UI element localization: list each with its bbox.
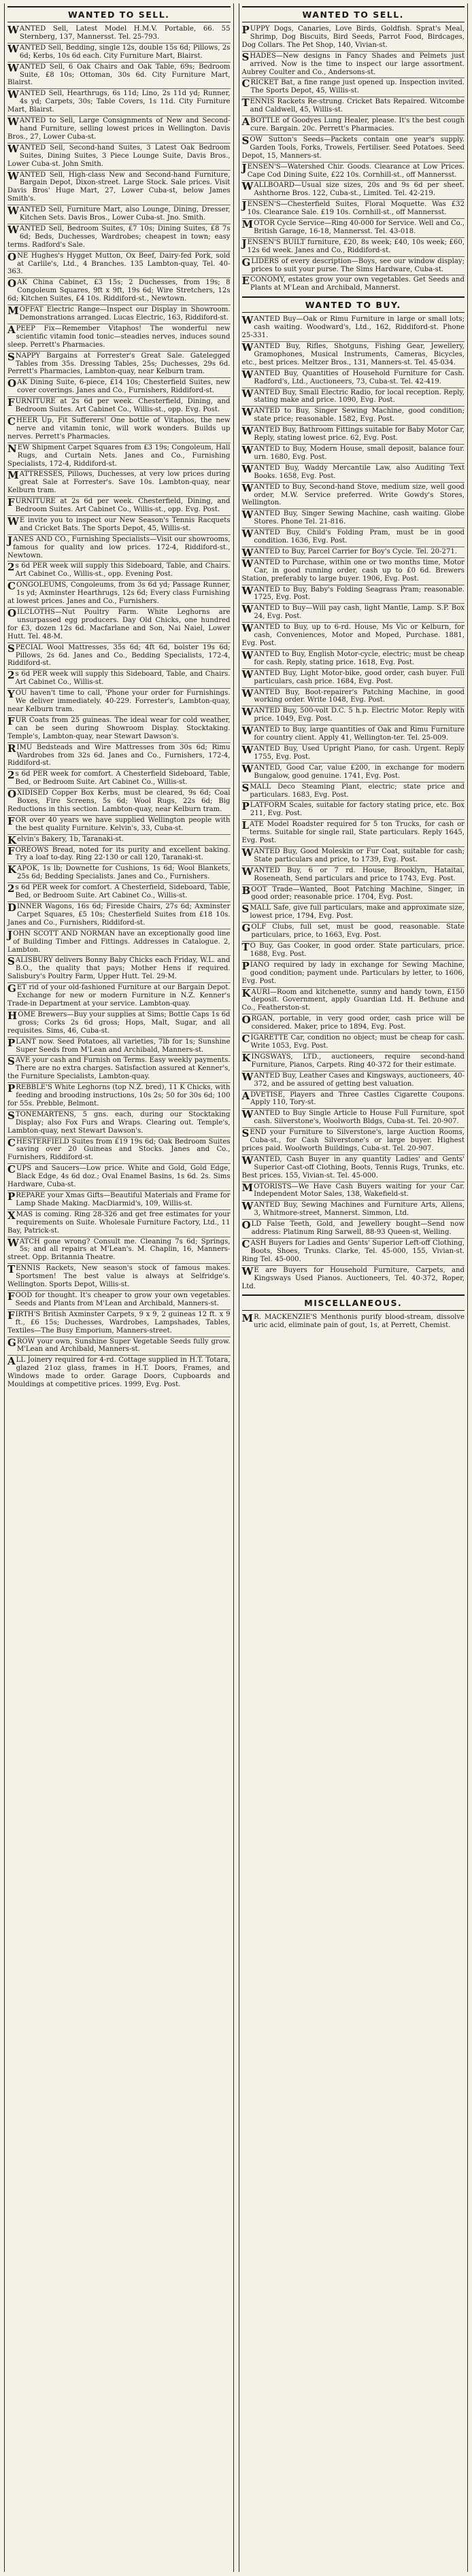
classified-ad: 2s 6d PER week will supply this Sideboard, Table, and Chairs. Art Cabinet Co., Willis-st., opp. Evening Post. [7,562,231,581]
section-heading: WANTED TO SELL. [242,6,465,22]
classified-ad: WANTED Buy, Singer Sewing Machine, cash waiting. Globe Stores. Phone Tel. 21-816. [242,509,465,528]
classified-ad: WANTED Buy, Used Upright Piano, for cash. Urgent. Reply 1755, Evg. Post. [242,744,465,763]
classified-ad: KAPOK, 1s lb; Downette for Cushions, 1s 6d; Wool Blankets, 25s 6d; Bedding Specialists. Janes and Co., Furnishers. [7,864,231,883]
classified-ad: SNAPPY Bargains at Forrester's Great Sale. Gatelegged Tables from 35s. Dressing Tables, 25s; Duchesses, 29s 6d. Perrett's Pharmacies, Lambton-quay, near Kelburn tram. [7,351,231,379]
classified-ad: SOW Sutton's Seeds—Packets contain one year's supply. Garden Tools, Forks, Trowels, Fertiliser. Seed Potatoes. Seed Depot, 15, Manners-st. [242,135,465,162]
classified-ad: FOR over 40 years we have supplied Wellington people with the best quality Furniture. Kelvin's, 33, Cuba-st. [7,816,231,835]
classified-ad: CUPS and Saucers—Low price. White and Gold, Gold Edge, Black Edge, 4s 6d doz.; Oval Enamel Basins, 1s 6d. 2s. Sims Hardware, Cuba-st. [7,1164,231,1191]
section-heading: WANTED TO SELL. [7,6,231,22]
classified-ad: WE are Buyers for Household Furniture, Carpets, and Kingsways Used Pianos. Auctioneers, Tel. 40-372, Roper, Ltd. [241,1265,465,1290]
classified-ad: RIMU Bedsteads and Wire Mattresses from 30s 6d; Rimu Wardrobes from 32s 6d. Janes and Co., Furnishers, 172-4, Riddiford-st. [7,743,231,770]
classified-ad: WANTED to Sell, Large Consignments of New and Second-hand Furniture, selling lowest prices in Wellington. Davis Bros., 27, Lower Cuba-st. [7,116,231,143]
classified-ad: WANTED Sell, Hearthrugs, 6s 11d; Lino, 2s 11d yd; Runner, 4s yd; Carpets, 30s; Table Covers, 1s 11d. City Furniture Mart, Blairst. [7,89,231,116]
classified-ad: FOOD for thought. It's cheaper to grow your own vegetables. Seeds and Plants from M'Lean and Archibald, Manners-st. [7,1291,231,1310]
section-heading: WANTED TO BUY. [242,296,465,313]
classified-ad: MOTORISTS—We Have Cash Buyers waiting for your Car. Independent Motor Sales, 138, Wakefield-st. [242,1182,465,1201]
right-column [239,3,469,2572]
classified-ad: JENSEN'S—Watershed Chir. Goods. Clearance at Low Prices. Cape Cod Dining Suite, £22 10s. Cornhill-st., off Mannersst. [242,162,465,182]
classified-ad: WANTED Buy, Sewing Machines and Furniture Arts, Allens, 3, Whitmore-street, Mannerst. Simmon, Ltd. [242,1201,465,1220]
classified-ad: LATE Model Roadster required for 5 ton Trucks, for cash or terms. Suitable for single rail, State particulars. Reply 1645, Evg. Post. [242,820,465,847]
classified-ad: SALISBURY delivers Bonny Baby Chicks each Friday, W.L. and B.O., the quality that pays; Mother Hens if required. Salisbury's Poultry Farm, Upper Hutt. Tel. 29-M. [7,956,231,983]
classified-ad: MOFFAT Electric Range—Inspect our Display in Showroom. Demonstrations arranged. Lucas Electric, 163, Riddiford-st. [7,305,231,324]
classified-ad: WANTED to Buy, Modern House, small deposit, balance four. urn. 1680, Evg. Post. [242,445,465,464]
classified-ad: CHESTERFIELD Suites from £19 19s 6d; Oak Bedroom Suites saving over 20 Guineas and Stocks. Janes and Co., Furnishers, Riddiford-st. [7,1137,231,1165]
classified-ad: WANTED Buy, Quantities of Household Furniture for Cash. Radford's, Ltd., Auctioneers, 73, Cuba-st. Tel. 42-419. [242,369,465,388]
classified-ad: WANTED to Buy, Parcel Carrier for Boy's Cycle. Tel. 20-271. [242,547,465,558]
classified-ad: WANTED to Buy, up to 6-rd. House, Ms Vic or Kelburn, for cash, Conveniences, Motor and Moped, Purchase. 1881, Evg. Post. [242,623,465,650]
classified-ad: WANTED Buy—Oak or Rimu Furniture in large or small lots; cash waiting. Woodward's, Ltd., 162, Riddiford-st. Phone 25-331. [242,315,465,342]
classified-ad: MATTRESSES, Pillows, Duchesses, at very low prices during great Sale at Forrester's. Save 10s. Lambton-quay, near Kelburn tram. [7,470,231,497]
classified-ad: WANTED Sell, High-class New and Second-hand Furniture, Bargain Depot, Dixon-street. Large Stock. Sale prices. Visit Davis Bros' Huge Mart, 27, Lower Cuba-st, below James Smith's. [7,171,231,206]
classified-ad: OILCLOTHS—Nut Poultry Farm. White Leghorns are unsurpassed egg producers. Day Old Chicks, one hundred for £3, dozen 12s 6d. Macfarlane and Son, Nai Naiel, Lower Hutt. Tel. 48-M. [7,608,231,643]
classified-ad: NEW Shipment Carpet Squares from £3 19s; Congoleum, Hall Rugs, and Curtain Nets. Janes and Co., Furnishing Specialists, 172-4, Riddiford-st. [7,443,231,470]
classified-ad: YOU haven't time to call, 'Phone your order for Furnishings. We deliver immediately. 40-229. Forrester's, Lambton-quay, near Kelburn tram. [7,689,231,716]
classified-ad: 2s 6d PER week for comfort. A Chesterfield, Sideboard, Table, Bed, or Bedroom Suite. Art Cabinet Co., Willis-st. [7,883,231,902]
classified-ad: WANTED Buy, Child's Folding Pram, must be in good condition. 1636, Evg. Post. [242,528,465,547]
classified-ad: KAURI—Room and kitchenette, sunny and handy town, £150 deposit. Government, apply Guardian Ltd. H. Bethune and Co., Featherston-st. [242,988,465,1015]
classified-ad: 2s 6d PER week will supply this Sideboard, Table, and Chairs. Art Cabinet Co., Willis-st. [7,670,231,689]
classified-ad: WANTED Buy, Bathroom Fittings suitable for Baby Motor Car, Reply, stating lowest price. 62, Evg. Post. [242,426,465,445]
classified-ad: MOTOR Cycle Service—Ring 40-000 for Service. Well and Co., British Garage, 16-18, Mannersst. Tel. 43-018. [242,219,465,238]
classified-ad: ORGAN, portable, in very good order, cash price will be considered. Maker, price to 1894, Evg. Post. [242,1014,465,1033]
classified-ad: WANTED, Cash Buyer in any quantity Ladies' and Gents' Superior Cast-off Clothing, Boots, Tennis Rugs, Trunks, etc. Best prices. 155, Vivian-st. Tel. 45-000. [242,1155,465,1182]
classified-ad: WE invite you to inspect our New Season's Tennis Racquets and Cricket Bats. The Sports Depot, 45, Willis-st. [7,516,231,535]
classified-ad: WANTED to Buy, Singer Sewing Machine, good condition; state price; reasonable. 1582, Evg. Post. [242,407,465,426]
classified-ad: WATCH gone wrong? Consult me. Cleaning 7s 6d; Springs, 5s; and all repairs at M'Lean's. M. Chaplin, 16, Manners-street. Opp. Britannia Theatre. [7,1237,231,1265]
classified-ad: WANTED Sell, 6 Oak Chairs and Oak Table, 69s; Bedroom Suite, £8 10s; Ottoman, 30s 6d. City Furniture Mart, Blairst. [7,63,231,90]
classified-ad: GET rid of your old-fashioned Furniture at our Bargain Depot. Exchange for new or modern Furniture in N.Z. Kenner's Trade-in Department at your service. Lambton-quay. [7,983,231,1010]
classified-ad: WANTED to Buy, Second-hand Stove, medium size, well good order, M.W. Service preferred. Write Gowdy's Stores, Wellington. [242,483,465,510]
ad-list [7,24,231,1390]
classified-ad: 2s 6d PER week for comfort. A Chesterfield Sideboard, Table, Bed, or Bedroom Suite. Art Cabinet Co., Willis-st. [7,770,231,789]
classified-ad: OXIDISED Copper Box Kerbs, must be cleared, 9s 6d; Coal Boxes, Fire Screens, 5s 6d; Wool Rugs, 22s 6d; Big Reductions in this section. Lambton-quay, near Kelburn tram. [7,789,231,816]
classified-ad: MR. MACKENZIE'S Menthonis purify blood-stream, dissolve uric acid, eliminate pain of gout, 1s, at Perrett, Chemist. [241,1312,465,1330]
classified-ad: WANTED Sell, Bedroom Suites, £7 10s; Dining Suites, £8 7s 6d; Beds, Duchesses, Wardrobes; cheapest in town; easy terms. Radford's Sale. [7,224,231,252]
classified-ad: SHADES—New designs in Fancy Shades and Pelmets just arrived. Now is the time to inspect our large assortment. Aubrey Coulter and Co., Andersons-st. [242,52,465,79]
classified-ad: FURNITURE at 2s 6d per week. Chesterfield, Dining, and Bedroom Suites. Art Cabinet Co., Willis-st., opp. Evg. Post. [7,497,231,516]
section-heading: MISCELLANEOUS. [242,1294,465,1311]
left-column [4,3,234,2572]
classified-ad: SEND your Furniture to Silverstone's, large Auction Rooms, Cuba-st., for Cash Silverstone's or large buyer. Highest prices paid. Woolworth Buildings, Cuba-st. Tel. 20-907. [242,1128,465,1155]
classified-ad: OAK Dining Suite, 6-piece, £14 10s; Chesterfield Suites, new cover coverings. Janes and Co., Furnishers, Riddiford-st. [7,378,231,397]
classified-ad: SMALL Safe, give full particulars, make and approximate size, lowest price, 1794, Evg. Post. [242,904,465,923]
classified-ad: WANTED Buy, Small Electric Radio, for local reception. Reply, stating make and price. 1090, Evg. Post. [242,388,465,407]
classified-ad: WANTED to Buy—Will pay cash, light Mantle, Lamp. S.P. Box 24, Evg. Post. [242,604,465,623]
classified-ad: GROW your own, Sunshine Super Vegetable Seeds fully grow. M'Lean and Archibald, Manners-st. [7,1337,231,1356]
classified-ad: ALL Joinery required for 4-rd. Cottage supplied in H.T. Totara, glazed 21oz glass, frames in H.T. Doors, Frames, and Windows made to order. Garage Doors, Cupboards and Mouldings at competitive prices. 1999, Evg. Post. [7,1355,231,1389]
classified-ad: WANTED Buy, 500-volt D.C. 5 h.p. Electric Motor. Reply with price. 1049, Evg. Post. [242,706,465,725]
classified-ad: WANTED Buy, Good Moleskin or Fur Coat, suitable for cash; State particulars and price, to 1739, Evg. Post. [242,847,465,866]
classified-ad: ABOTTLE of Goodyes Lung Healer, please. It's the best cough cure. Bargain. 20c. Perrett's Pharmacies. [242,116,465,135]
classified-ad: GLIDERS of every description—Boys, see our window display; prices to suit your purse. The Sims Hardware, Cuba-st. [242,257,465,276]
classified-ad: TO Buy, Gas Cooker, in good order. State particulars, price. 1688, Evg. Post. [242,942,465,961]
classified-ad: OAK China Cabinet, £3 15s; 2 Duchesses, from 19s; 8 Congoleum Squares, 9ft x 9ft, 19s 6d; Wire Stretchers, 12s 6d; Kitchen Suites, £4 10s. Riddiford-st., Newtown. [7,278,231,305]
classified-ad: DINNER Wagons, 16s 6d; Fireside Chairs, 27s 6d; Axminster Carpet Squares, £5 10s; Chesterfield Suites from £18 10s. Janes and Co., Furnishers, Riddiford-st. [7,902,231,929]
ad-list [242,1313,465,1331]
classified-ad: SAVE your cash and Furnish on Terms. Easy weekly payments. There are no extra charges. Satisfaction assured at Kenner's, the Furniture Specialists, Lambton-quay. [7,1056,231,1083]
classified-ad: OLD False Teeth, Gold, and Jewellery bought—Send now address: Platinum Ring Sarwell, 88-93 Queen-st, Welling. [242,1220,465,1239]
classified-ad: CHEER Up, Fit Sufferers! One bottle of Vitaphos, the new nerve and vitamin tonic, will work wonders. Builds up nerves. Perrett's Pharmacies. [7,416,231,443]
classified-ad: FOREOWS Bread, noted for its purity and excellent baking. Try a loaf to-day. Ring 22-130 or call 120, Taranaki-st. [7,846,231,865]
classified-ad: PIANO required by lady in exchange for Sewing Machine, good condition; payment unde. Particulars by letter, to 1606, Evg. Post. [242,961,465,988]
classified-ad: WANTED Buy, Light Motor-bike, good order, cash buyer. Full particulars, cash price. 1684, Evg. Post. [242,669,465,688]
classified-ad: ECONOMY, estates grow your own vegetables. Get Seeds and Plants at M'Lean and Archibald, Mannerst. [241,275,465,292]
classified-ad: CASH Buyers for Ladies and Gents' Superior Left-off Clothing, Boots, Shoes, Trunks. Clarke, Tel. 45-000, 155, Vivian-st. Ring Tel. 45-000. [242,1239,465,1266]
classified-ad: CRICKET Bat, a fine range just opened up. Inspection invited. The Sports Depot, 45, Willis-st. [242,78,465,97]
classified-ad: WANTED Sell, Second-hand Suites, 3 Latest Oak Bedroom Suites, Dining Suites, 3 Piece Lounge Suite, Davis Bros., Lower Cuba-st. John Smith. [7,143,231,171]
classified-ad: ADVETISE, Players and Three Castles Cigarette Coupons. Apply 110, Tory-st. [242,1090,465,1110]
classified-ad: WANTED Buy, 6 or 7 rd. House, Brooklyn, Hataitai, Roseneath, Send particulars and price to 1743, Evg. Post. [242,866,465,885]
classified-ad: Kelvin's Bakery, 1b, Taranaki-st. [7,835,231,846]
classified-ad: HOME Brewers—Buy your supplies at Sims; Bottle Caps 1s 6d gross; Corks 2s 6d gross; Hops, Malt, Sugar, and all requisites. Sims, 46, Cuba-st. [7,1010,231,1037]
classified-ad: WANTED to Buy, large quantities of Oak and Rimu Furniture for country client. Apply 41, Wellington-ter. Tel. 25-009. [242,725,465,744]
classified-ad: WANTED Buy, Boot-repairer's Patching Machine, in good working order. Write 1048, Evg. Post. [242,688,465,707]
classified-ad: WANTED to Buy, Baby's Folding Seagrass Pram; reasonable. 1725, Evg. Post. [242,585,465,604]
classified-ad: WANTED to Buy, English Motor-cycle, electric; must be cheap for cash. Reply, stating price. 1618, Evg. Post. [242,650,465,669]
classified-ad: WANTED Sell, Furniture Mart, also Lounge, Dining, Dresser, Kitchen Sets. Davis Bros., Lower Cuba-st. Jno. Smith. [7,205,231,224]
classified-ad: PREPARE your Xmas Gifts—Beautiful Materials and Frame for Lamp Shade Making. MacDiarmid's, 109, Willis-st. [7,1191,231,1210]
classified-ad: PLATFORM Scales, suitable for factory stating price, etc. Box 211, Evg. Post. [242,801,465,820]
classified-ad: SPECIAL Wool Mattresses, 35s 6d; 4ft 6d, bolster 19s 6d; Pillows, 2s 6d. Janes and Co., Bedding Specialists, 172-4, Riddiford-st. [7,643,231,670]
classified-ad: CIGARETTE Car, condition no object; must be cheap for cash. Write 1053, Evg. Post. [242,1033,465,1052]
classified-ad: TENNIS Rackets, New season's stock of famous makes. Sportsmen! The best value is always at Selfridge's. Wellington. Sports Depot, Willis-st. [7,1264,231,1291]
classified-ad: KINGSWAYS, LTD., auctioneers, require second-hand Furniture, Pianos, Carpets. Ring 40-372 for their estimate. [242,1052,465,1071]
classified-ad: FUR Coats from 25 guineas. The ideal wear for cold weather, can be seen during Showroom Display. Stocktaking. Temple's, Lambton-quay, near Stewart Dawson's. [7,716,231,743]
classified-ad: CONGOLEUMS, Congoleums, from 3s 6d yd; Passage Runner, 1s yd; Axminster Hearthrugs, 12s 6d; Every class Furnishing at lowest prices. Janes and Co., Furnishers. [7,581,231,608]
classified-ad: WANTED Buy, Leather Cases and Kingsways, auctioneers, 40-372, and be assured of getting best valuation. [242,1071,465,1090]
classified-ad: PLANT now. Seed Potatoes, all varieties, 7lb for 1s; Sunshine Super Seeds from M'Lean and Archibald, Manners-st. [7,1037,231,1057]
classified-ad: WALLBOARD—Usual size sizes, 20s and 9s 6d per sheet. Ashthorne Bros. 122, Cuba-st., Limited. Tel. 42-219. [242,181,465,200]
classified-ad: WANTED Buy, Rifles, Shotguns, Fishing Gear, Jewellery, Gramophones, Musical Instruments, Cameras, Bicycles, etc., best prices. Meltzer Bros., 131, Manners-st. Tel. 45-034. [242,342,465,369]
classified-ad: JOHN SCOTT AND NORMAN have an exceptionally good line of Building Timber and Fittings. Addresses in Catalogue. 2, Lambton. [7,929,231,957]
classified-ad: WANTED Buy, Waddy Mercantile Law, also Auditing Text Books. 1658, Evg. Post. [242,464,465,483]
classified-ad: SMALL Deco Steaming Plant, electric; state price and particulars. 1683, Evg. Post. [242,783,465,802]
classified-ad: BOOT Trade—Wanted, Boot Patching Machine, Singer, in good order; reasonable price. 1704, Evg. Post. [242,885,465,904]
ad-list [242,24,465,294]
classified-ad: WANTED, Good Car, value £200, in exchange for modern Bungalow, good genuine. 1741, Evg. Post. [242,763,465,783]
classified-ad: FIRTH'S British Axminster Carpets, 9 x 9, 2 guineas 12 ft. x 9 ft., £6 15s; Duchesses, Wardrobes, Lampshades, Tables, Textiles—The Busy Emporium, Manners-street. [7,1310,231,1337]
classified-ad: JENSEN'S BUILT furniture, £20, 8s week; £40, 10s week; £60, 12s 6d week. Janes and Co., Riddiford-st. [242,238,465,257]
classified-ad: WANTED Sell, Bedding, single 12s, double 15s 6d; Pillows, 2s 6d; Kerbs, 10s 6d each. City Furniture Mart, Blairst. [7,44,231,63]
classified-ad: JANES AND CO., Furnishing Specialists—Visit our showrooms, famous for quality and low prices. 172-4, Riddiford-st., Newtown. [7,535,231,562]
classified-ad: XMAS is coming. Ring 28-326 and get free estimates for your requirements on Suite. Wholesale Furniture Factory, Ltd., 11 Bay, Patrick-st. [7,1210,231,1237]
ad-list [242,315,465,1292]
classified-ad: PREBBLE'S White Leghorns (top N.Z. bred), 11 K Chicks, with feeding and brooding instructions, 10s 2s; 50 for 30s 6d; 100 for 55s. Prebble, Belmont. [7,1083,231,1110]
classified-ad: TENNIS Rackets Re-strung. Cricket Bats Repaired. Witcombe and Caldwell, 45, Willis-st. [242,97,465,116]
classified-ad: GOLF Clubs, full set, must be good, reasonable. State particulars, price, to 1663, Evg. Post. [242,923,465,942]
classified-ad: WANTED to Buy Single Article to House Full Furniture, spot cash. Silverstone's, Woolworth Bldgs, Cuba-st. Tel. 20-907. [242,1109,465,1128]
classified-ad: WANTED Sell, Latest Model H.M.V. Portable, 66. 55 Sternberg, 137, Mannersst. Tel. 25-793. [7,24,231,44]
classified-ad: WANTED to Purchase, within one or two months time, Motor Car, in good running order, cash up to £0 6d. Brewers Station, preferably to large buyer. 1906, Evg. Post. [242,558,465,585]
classified-ad: PUPPY Dogs, Canaries, Love Birds, Goldfish. Sprat's Meal, Shrimp, Dog Biscuits, Bird Seeds, Parrot Food, Birdcages, Dog Collars. The Pet Shop, 140, Vivian-st. [242,24,465,52]
classified-ad: JENSEN'S—Chesterfield Suites, Floral Moquette. Was £32 10s. Clearance Sale. £19 10s. Cornhill-st., off Mannersst. [242,200,465,219]
classified-ad: ONE Hughes's Hygget Mutton, Ox Beef, Dairy-fed Pork, sold at Carlile's, Ltd., 4 Branches. 135 Lambton-quay, Tel. 40-363. [7,252,231,279]
classified-ad: FURNITURE at 2s 6d per week. Chesterfield, Dining, and Bedroom Suites. Art Cabinet Co., Willis-st., opp. Evg. Post. [7,397,231,416]
classified-ad: APEEP Fix—Remember Vitaphos! The wonderful new scientific vitamin food tonic—steadies nerves, induces sound sleep. Perrett's Pharmacies. [7,324,231,351]
classified-ad: STONEMARTENS, 5 gns. each, during our Stocktaking Display; also Fox Furs and Wraps. Clearing out. Temple's, Lambton-quay, next Stewart Dawson's. [7,1110,231,1137]
